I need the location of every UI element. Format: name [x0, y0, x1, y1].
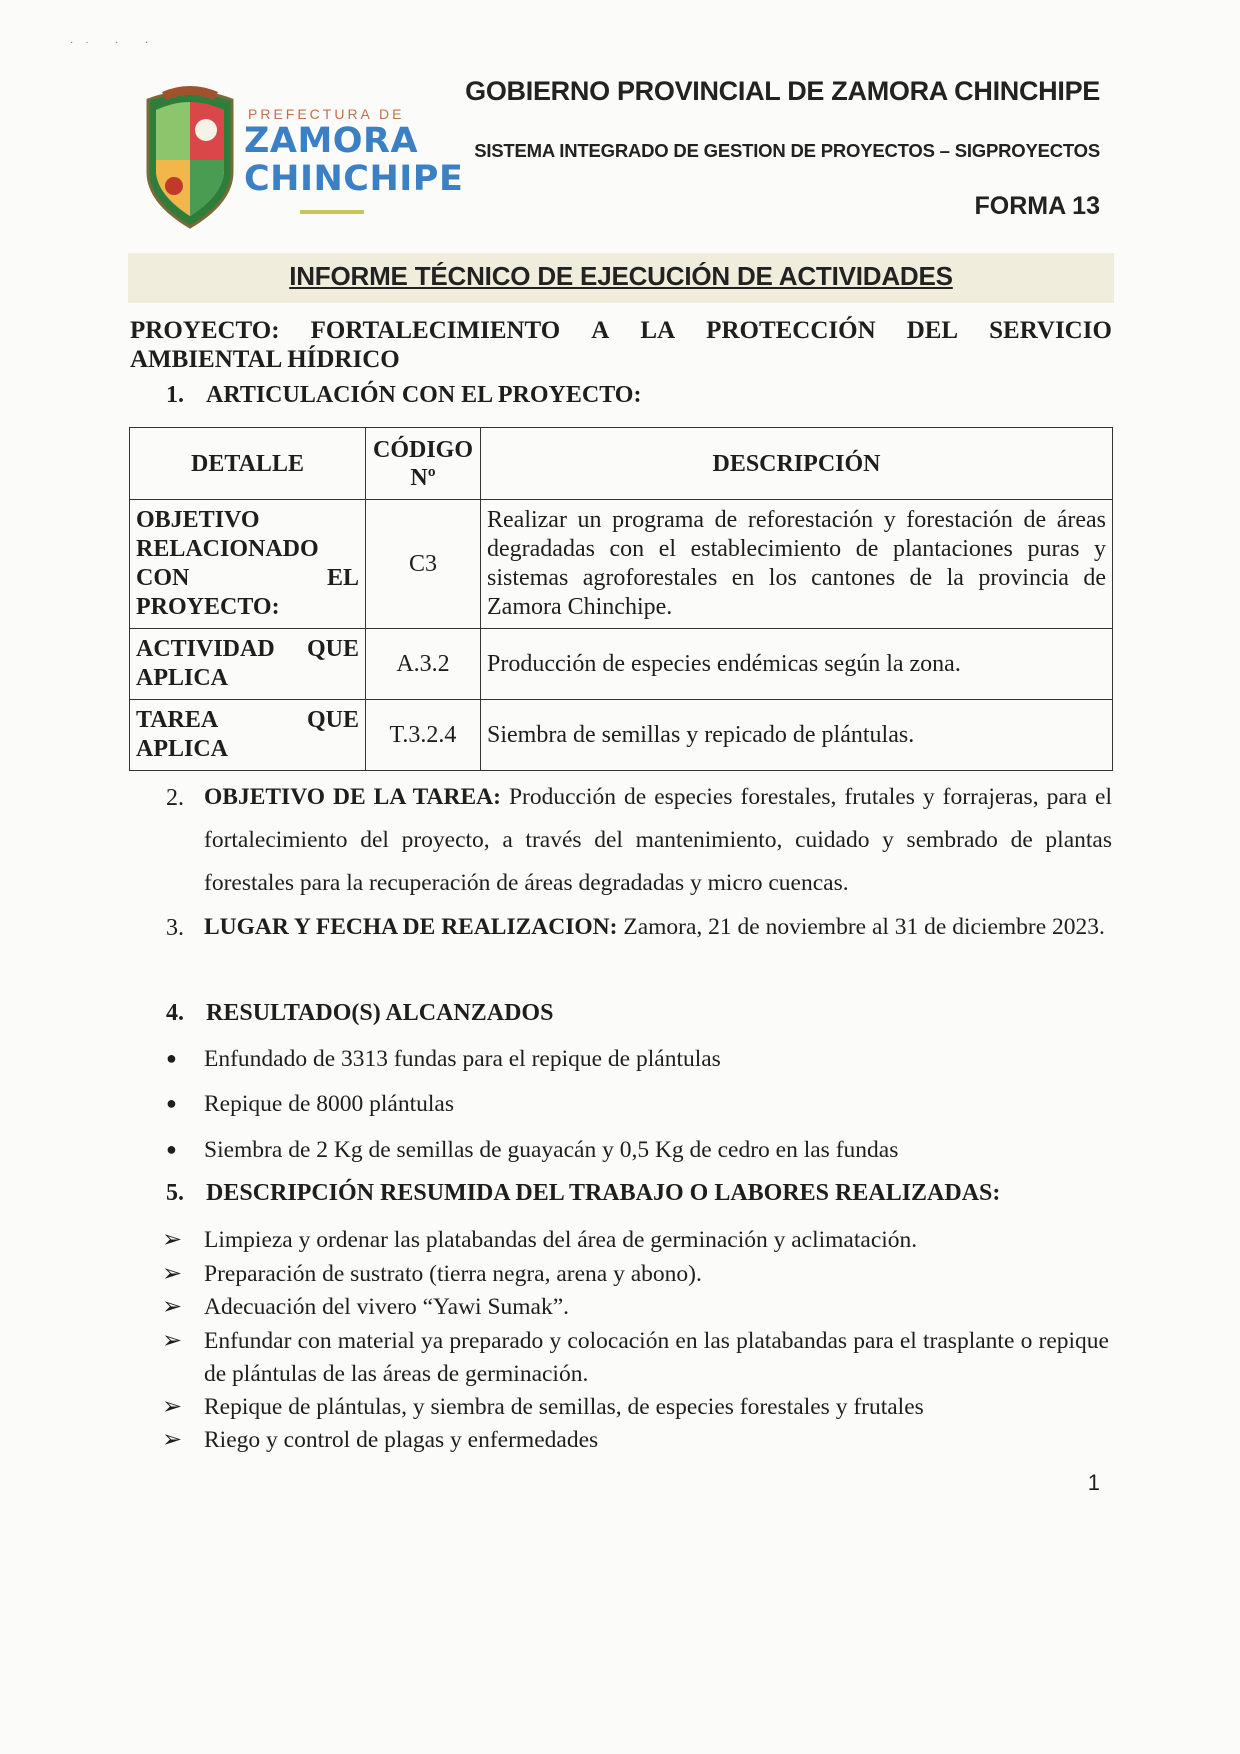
project-line-2: AMBIENTAL HÍDRICO — [130, 346, 400, 373]
section-2-number: 2. — [166, 785, 184, 811]
section-number: 5. — [166, 1180, 184, 1206]
section-number: 4. — [166, 1000, 184, 1026]
project-word: LA — [640, 317, 676, 344]
project-word: PROTECCIÓN — [706, 317, 876, 344]
cell-detalle: TAREA QUE APLICA — [130, 700, 366, 771]
form-number: FORMA 13 — [974, 192, 1100, 220]
arrow-bullet-icon: ➢ — [162, 1394, 183, 1420]
section-1-heading — [166, 382, 641, 409]
bullet-icon: ● — [166, 1048, 177, 1068]
project-word: FORTALECIMIENTO — [310, 317, 561, 344]
prefectura-logo — [140, 82, 464, 232]
section-4-heading — [166, 1000, 553, 1027]
project-word: A — [591, 317, 610, 344]
project-heading — [130, 316, 1112, 374]
logo-title — [244, 122, 463, 198]
logo-title-line-2: CHINCHIPE — [244, 159, 464, 199]
header-detalle: DETALLE — [130, 428, 366, 500]
section-5-heading — [166, 1180, 1000, 1207]
list-item: ➢ Preparación de sustrato (tierra negra, arena y abono). — [162, 1258, 1112, 1291]
arrow-bullet-icon: ➢ — [162, 1261, 183, 1287]
project-word: DEL — [906, 317, 959, 344]
table-row — [130, 629, 1113, 700]
table-header-row — [130, 428, 1113, 500]
project-word: SERVICIO — [989, 317, 1112, 344]
report-title: INFORME TÉCNICO DE EJECUCIÓN DE ACTIVIDADES — [289, 261, 953, 291]
list-item: ➢ Limpieza y ordenar las platabandas del área de germinación y aclimatación. — [162, 1224, 1112, 1257]
section-3-number: 3. — [166, 915, 184, 941]
cell-detalle: ACTIVIDAD QUE APLICA — [130, 629, 366, 700]
logo-underline — [300, 210, 364, 214]
section-title: ARTICULACIÓN CON EL PROYECTO: — [206, 382, 642, 408]
section-2-body — [204, 776, 1112, 905]
arrow-bullet-icon: ➢ — [162, 1227, 183, 1253]
cell-descripcion: Siembra de semillas y repicado de plántulas. — [481, 700, 1113, 771]
government-title: GOBIERNO PROVINCIAL DE ZAMORA CHINCHIPE — [465, 76, 1100, 106]
section-2-text: Producción de especies forestales, frutales y forrajeras, para el fortalecimiento del proyecto, a través del mantenimiento, cuidado y sembrado de plantas forestales para la recuperación de áreas degradadas y micro cuencas. — [204, 784, 1112, 896]
section-number: 1. — [166, 382, 184, 408]
project-label: PROYECTO: — [130, 317, 280, 344]
list-item: ➢ Enfundar con material ya preparado y colocación en las platabandas para el trasplante o repique de plántulas de las áreas de germinación. — [162, 1325, 1112, 1391]
section-3-body — [204, 906, 1112, 949]
cell-descripcion: Realizar un programa de reforestación y forestación de áreas degradadas con el establecimiento de plantaciones puras y sistemas agroforestales en los cantones de la provincia de Zamora Chinchipe. — [481, 500, 1113, 629]
arrow-bullet-icon: ➢ — [162, 1427, 183, 1453]
table-row — [130, 500, 1113, 629]
section-3-text: Zamora, 21 de noviembre al 31 de diciembre 2023. — [623, 914, 1105, 940]
list-item: ● Repique de 8000 plántulas — [166, 1091, 454, 1117]
list-item: ➢ Repique de plántulas, y siembra de semillas, de especies forestales y frutales — [162, 1391, 1112, 1424]
coat-of-arms-icon — [140, 82, 240, 232]
list-item: ➢ Adecuación del vivero “Yawi Sumak”. — [162, 1291, 1112, 1324]
bullet-icon: ● — [166, 1093, 177, 1113]
header-codigo: CÓDIGO Nº — [366, 428, 481, 500]
cell-codigo: C3 — [366, 500, 481, 629]
page-number: 1 — [1087, 1470, 1100, 1495]
cell-detalle: OBJETIVO RELACIONADO CON EL PROYECTO: — [130, 500, 366, 629]
system-title: SISTEMA INTEGRADO DE GESTION DE PROYECTOS – SIGPROYECTOS — [474, 140, 1100, 161]
arrow-bullet-icon: ➢ — [162, 1328, 183, 1354]
section-2-label: OBJETIVO DE LA TAREA: — [204, 784, 501, 810]
cell-descripcion: Producción de especies endémicas según la zona. — [481, 629, 1113, 700]
section-title: DESCRIPCIÓN RESUMIDA DEL TRABAJO O LABORES REALIZADAS: — [206, 1180, 1001, 1206]
list-item: ➢ Riego y control de plagas y enfermedades — [162, 1424, 1112, 1457]
project-line-1 — [130, 316, 1112, 345]
table-row — [130, 700, 1113, 771]
list-item: ● Siembra de 2 Kg de semillas de guayacán y 0,5 Kg de cedro en las fundas — [166, 1137, 899, 1163]
list-item: ● Enfundado de 3313 fundas para el repique de plántulas — [166, 1046, 721, 1072]
logo-subtitle: PREFECTURA DE — [248, 106, 405, 122]
section-title: RESULTADO(S) ALCANZADOS — [206, 1000, 554, 1026]
report-title-band — [128, 253, 1114, 303]
scan-specks: ·· · · — [70, 38, 161, 49]
cell-codigo: T.3.2.4 — [366, 700, 481, 771]
bullet-icon: ● — [166, 1139, 177, 1159]
section-3-label: LUGAR Y FECHA DE REALIZACION: — [204, 914, 618, 940]
arrow-bullet-icon: ➢ — [162, 1294, 183, 1320]
cell-codigo: A.3.2 — [366, 629, 481, 700]
logo-title-line-1: ZAMORA — [244, 121, 419, 161]
articulation-table — [129, 427, 1113, 771]
header-descripcion: DESCRIPCIÓN — [481, 428, 1113, 500]
